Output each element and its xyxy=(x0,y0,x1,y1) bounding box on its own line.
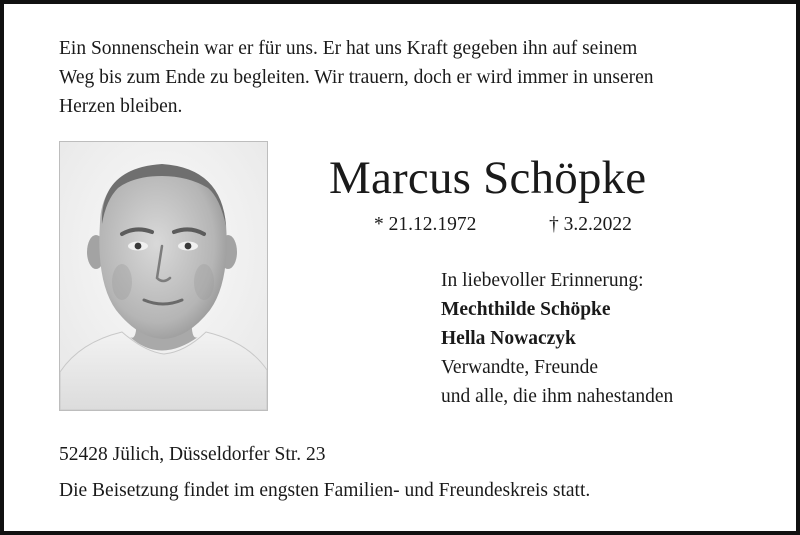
intro-line: Ein Sonnenschein war er für uns. Er hat uns Kraft gegeben ihn auf seinem xyxy=(59,38,638,59)
birth-date: * 21.12.1972 xyxy=(374,214,477,235)
mourner-name: Hella Nowaczyk xyxy=(441,328,576,349)
mourners-block xyxy=(441,266,673,411)
intro-line: Weg bis zum Ende zu begleiten. Wir trauern, doch er wird immer in unseren xyxy=(59,67,654,88)
death-date: † 3.2.2022 xyxy=(549,214,632,235)
mourners-heading: In liebevoller Erinnerung: xyxy=(441,270,644,291)
deceased-name: Marcus Schöpke xyxy=(329,152,647,204)
portrait-photo xyxy=(59,141,268,411)
intro-text xyxy=(59,34,759,121)
mourners-others: Verwandte, Freunde xyxy=(441,357,599,378)
mourner-name: Mechthilde Schöpke xyxy=(441,299,611,320)
address: 52428 Jülich, Düsseldorfer Str. 23 xyxy=(59,444,326,465)
portrait-illustration xyxy=(60,142,267,410)
mourners-others: und alle, die ihm nahestanden xyxy=(441,386,674,407)
intro-line: Herzen bleiben. xyxy=(59,96,183,117)
funeral-note: Die Beisetzung findet im engsten Familien- und Freundeskreis statt. xyxy=(59,480,591,501)
